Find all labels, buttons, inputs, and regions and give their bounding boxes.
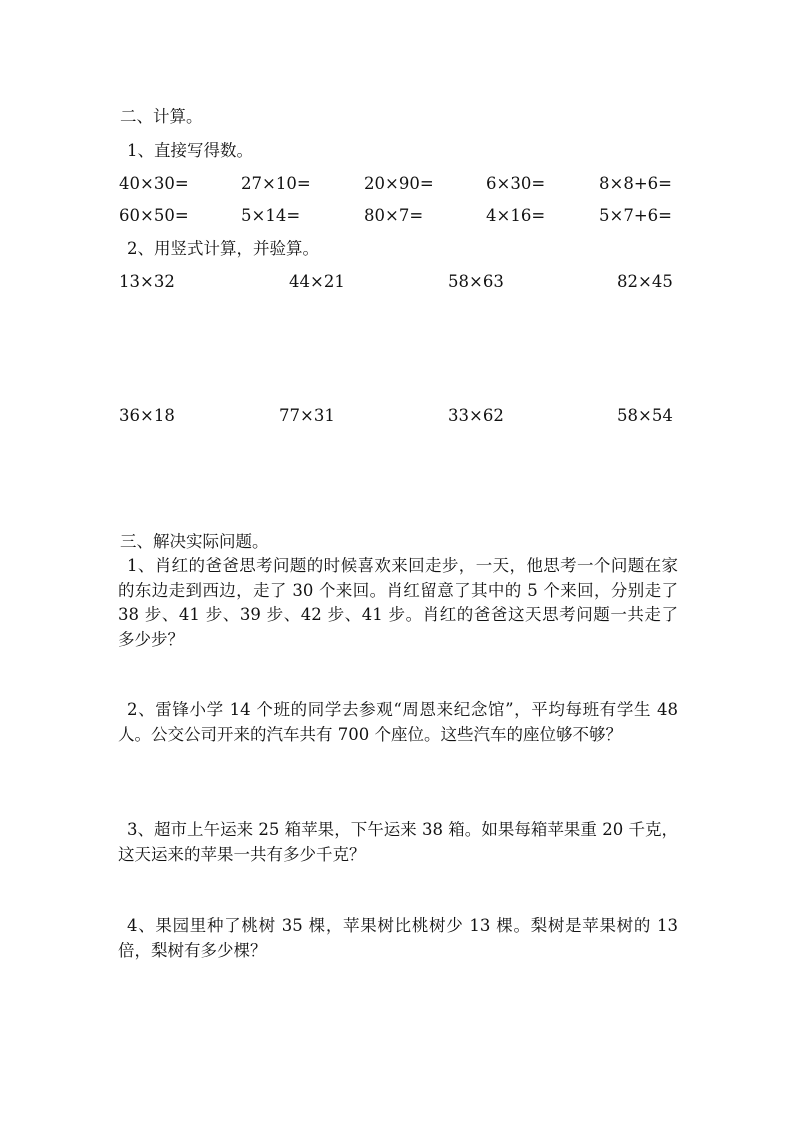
vertical-calc-item: 58×54 [617, 406, 673, 425]
word-problem: 1、肖红的爸爸思考问题的时候喜欢来回走步，一天，他思考一个问题在家的东边走到西边，走了 30 个来回。肖红留意了其中的 5 个来回，分别走了 38 步、41 步、39 步、42 步、41 步。肖红的爸爸这天思考问题一共走了多少步？ [118, 556, 678, 649]
vertical-calc-item: 44×21 [289, 272, 345, 291]
vertical-calc-item: 77×31 [279, 406, 335, 425]
calc-item: 5×7+6= [599, 206, 672, 225]
vertical-calc-item: 36×18 [119, 406, 175, 425]
calc-item: 5×14= [241, 206, 301, 225]
calc-item: 60×50= [119, 206, 189, 225]
section-3-title: 三、解决实际问题。 [120, 532, 269, 551]
word-problem: 3、超市上午运来 25 箱苹果，下午运来 38 箱。如果每箱苹果重 20 千克，这天运来的苹果一共有多少千克？ [118, 820, 678, 864]
calc-item: 8×8+6= [599, 174, 672, 193]
vertical-calc-item: 33×62 [448, 406, 504, 425]
calc-item: 80×7= [364, 206, 424, 225]
vertical-calc-item: 82×45 [617, 272, 673, 291]
vertical-calc-item: 13×32 [119, 272, 175, 291]
calc-item: 27×10= [241, 174, 311, 193]
calc-item: 6×30= [486, 174, 546, 193]
vertical-calc-item: 58×63 [448, 272, 504, 291]
q1-title: 1、直接写得数。 [127, 141, 253, 160]
word-problem: 4、果园里种了桃树 35 棵，苹果树比桃树少 13 棵。梨树是苹果树的 13 倍，梨树有多少棵？ [118, 916, 678, 960]
calc-item: 20×90= [364, 174, 434, 193]
q2-title: 2、用竖式计算，并验算。 [127, 239, 319, 258]
calc-item: 4×16= [486, 206, 546, 225]
calc-item: 40×30= [119, 174, 189, 193]
word-problem: 2、雷锋小学 14 个班的同学去参观“周恩来纪念馆”，平均每班有学生 48 人。公交公司开来的汽车共有 700 个座位。这些汽车的座位够不够？ [118, 700, 678, 744]
section-2-title: 二、计算。 [120, 107, 203, 126]
